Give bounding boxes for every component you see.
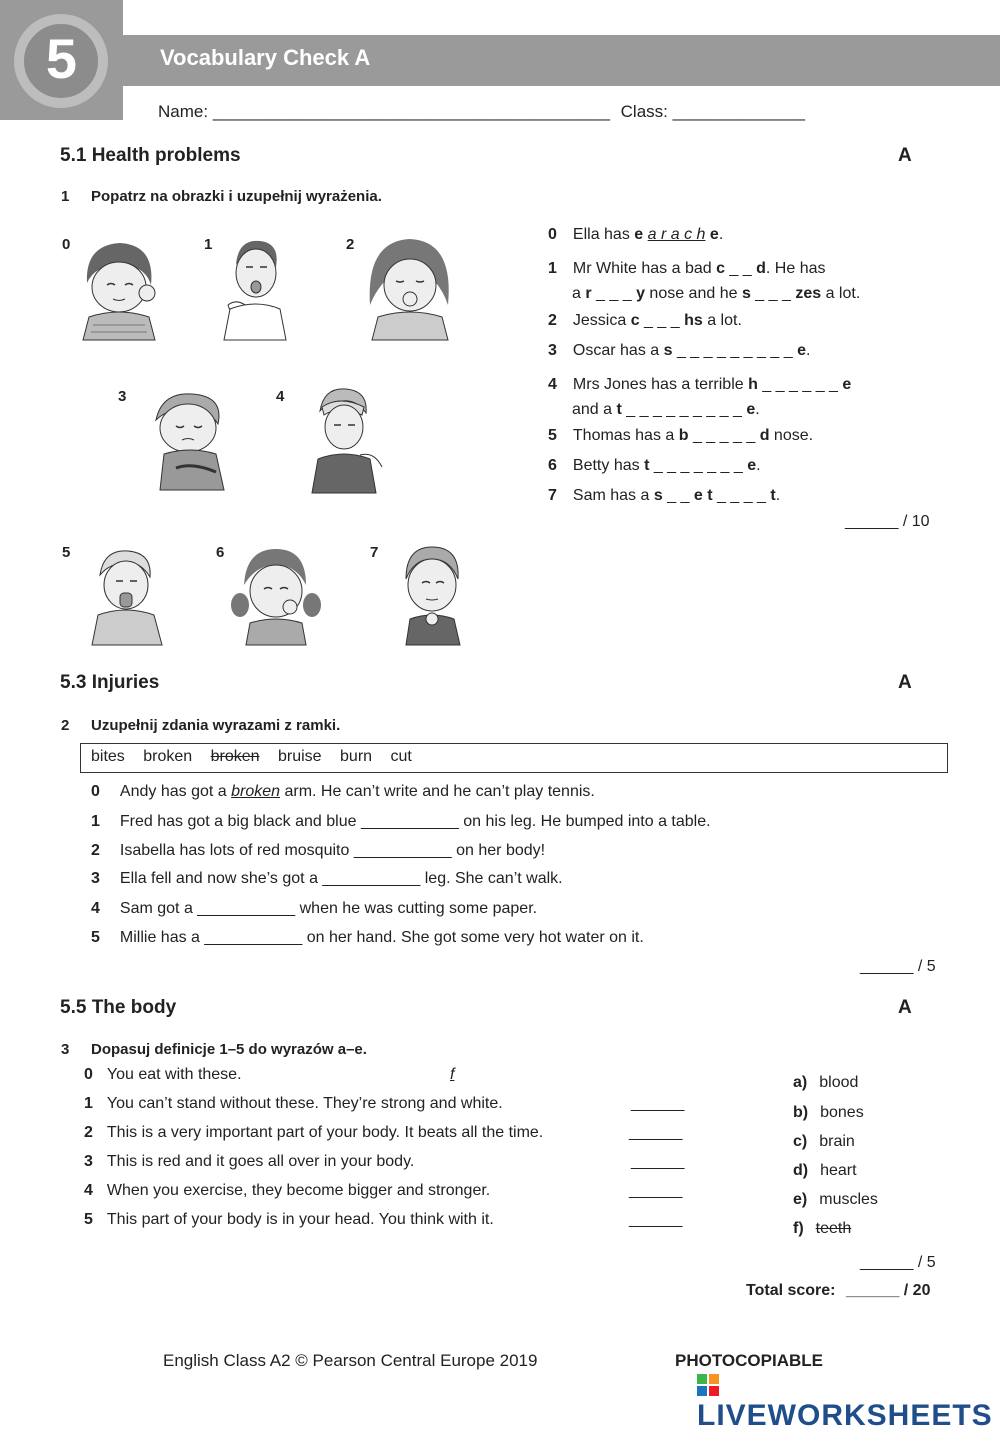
photocopiable-label: PHOTOCOPIABLE [675,1351,823,1370]
page-title: Vocabulary Check A [160,45,371,70]
instruction-number: 1 [61,188,70,205]
list-item: 0 You eat with these. [84,1066,242,1083]
option-item: f) teeth [793,1220,852,1237]
example-answer: f [450,1066,455,1083]
list-item: 2 This is a very important part of your body. It beats all the time. [84,1124,544,1141]
instruction: Popatrz na obrazki i uzupełnij wyrażenia. [91,188,382,205]
copyright: English Class A2 © Pearson Central Europe 2019 [163,1351,538,1370]
unit-number: 5 [45,27,78,90]
picture-label: 1 [204,236,213,253]
sore-throat-boy-illustration [398,545,468,645]
list-item: 4 When you exercise, they become bigger and stronger. [84,1182,491,1199]
instruction-number: 3 [61,1041,70,1058]
instruction: Uzupełnij zdania wyrazami z ramki. [91,717,341,734]
picture-label: 2 [346,236,355,253]
score-field[interactable]: ______ / 5 [860,958,936,975]
word-option: broken [143,748,193,765]
class-label: Class: [620,102,668,121]
option-item: d) heart [793,1162,857,1179]
section-grade: A [898,997,912,1018]
list-item: 0 Ella has e a r a c h e. [548,226,724,243]
list-item[interactable]: 7 Sam has a s _ _ e t _ _ _ _ t. [548,487,781,504]
instruction-number: 2 [61,717,70,734]
total-score-field[interactable]: ______ / 20 [845,1282,931,1299]
word-option: cut [390,748,412,765]
cold-man-illustration [218,235,293,340]
option-item: b) bones [793,1104,864,1121]
list-item: 1 You can’t stand without these. They’re strong and white. [84,1095,503,1112]
total-score-label: Total score: [746,1282,836,1299]
toothache-girl-illustration [228,545,323,645]
list-item[interactable]: 3 Oscar has a s _ _ _ _ _ _ _ _ _ e. [548,342,811,359]
name-row [158,102,805,122]
nosebleed-boy-illustration [86,545,171,645]
picture-label: 4 [276,388,285,405]
answer-blank[interactable]: ______ [629,1124,683,1141]
list-item[interactable]: 2 Jessica c _ _ _ hs a lot. [548,312,742,329]
word-option-used: broken [210,748,260,765]
list-item[interactable]: 1 Mr White has a bad c _ _ d. He has a r _ _ _ y nose and he s _ _ _ zes a lot. [548,260,861,302]
section-title-health: 5.1 Health problems [60,145,241,166]
class-field[interactable]: ______________ [672,102,805,121]
list-item[interactable]: 6 Betty has t _ _ _ _ _ _ _ e. [548,457,761,474]
list-item[interactable]: 1 Fred has got a big black and blue ___________ on his leg. He bumped into a table. [91,813,711,830]
word-option: bites [91,748,125,765]
answer-blank[interactable]: ______ [629,1182,683,1199]
score-field[interactable]: ______ / 5 [860,1254,936,1271]
picture-label: 5 [62,544,71,561]
list-item: 5 This part of your body is in your head. You think with it. [84,1211,494,1228]
stomachache-boy-illustration [146,390,236,490]
picture-label: 6 [216,544,225,561]
liveworksheets-logo [697,1374,1000,1433]
example-answer: broken [231,783,281,800]
score-field[interactable]: ______ / 10 [845,513,930,530]
total-score [746,1282,930,1300]
picture-label: 0 [62,236,71,253]
picture-label: 7 [370,544,379,561]
option-item: c) brain [793,1133,855,1150]
list-item: 0 Andy has got a broken arm. He can’t write and he can’t play tennis. [91,783,595,800]
earache-child-illustration [75,235,165,340]
word-option: burn [340,748,373,765]
list-item[interactable]: 5 Millie has a ___________ on her hand. She got some very hot water on it. [91,929,644,946]
list-item: 3 This is red and it goes all over in your body. [84,1153,415,1170]
list-item[interactable]: 4 Sam got a ___________ when he was cutting some paper. [91,900,538,917]
section-title-injuries: 5.3 Injuries [60,672,160,693]
word-option: bruise [278,748,322,765]
example-answer: a r a c h [647,226,706,243]
instruction: Dopasuj definicje 1–5 do wyrazów a–e. [91,1041,367,1058]
section-grade: A [898,145,912,166]
answer-blank[interactable]: ______ [629,1211,683,1228]
list-item[interactable]: 4 Mrs Jones has a terrible h _ _ _ _ _ _ e and a t _ _ _ _ _ _ _ _ _ e. [548,376,852,418]
answer-blank[interactable]: ______ [631,1095,685,1112]
list-item[interactable]: 3 Ella fell and now she’s got a ___________ leg. She can’t walk. [91,870,563,887]
name-field[interactable]: __________________________________________ [212,102,610,121]
name-label: Name: [158,102,209,121]
word-box [80,743,948,773]
list-item[interactable]: 2 Isabella has lots of red mosquito ___________ on her body! [91,842,546,859]
unit-badge [0,0,123,120]
answer-blank[interactable]: ______ [631,1153,685,1170]
option-item: a) blood [793,1074,859,1091]
option-item: e) muscles [793,1191,878,1208]
picture-label: 3 [118,388,127,405]
section-title-body: 5.5 The body [60,997,177,1018]
cough-girl-illustration [362,235,457,340]
section-grade: A [898,672,912,693]
headache-woman-illustration [306,385,386,493]
liveworksheets-icon [697,1374,719,1396]
brand-text: LIVEWORKSHEETS [697,1399,993,1432]
list-item[interactable]: 5 Thomas has a b _ _ _ _ _ d nose. [548,427,814,444]
